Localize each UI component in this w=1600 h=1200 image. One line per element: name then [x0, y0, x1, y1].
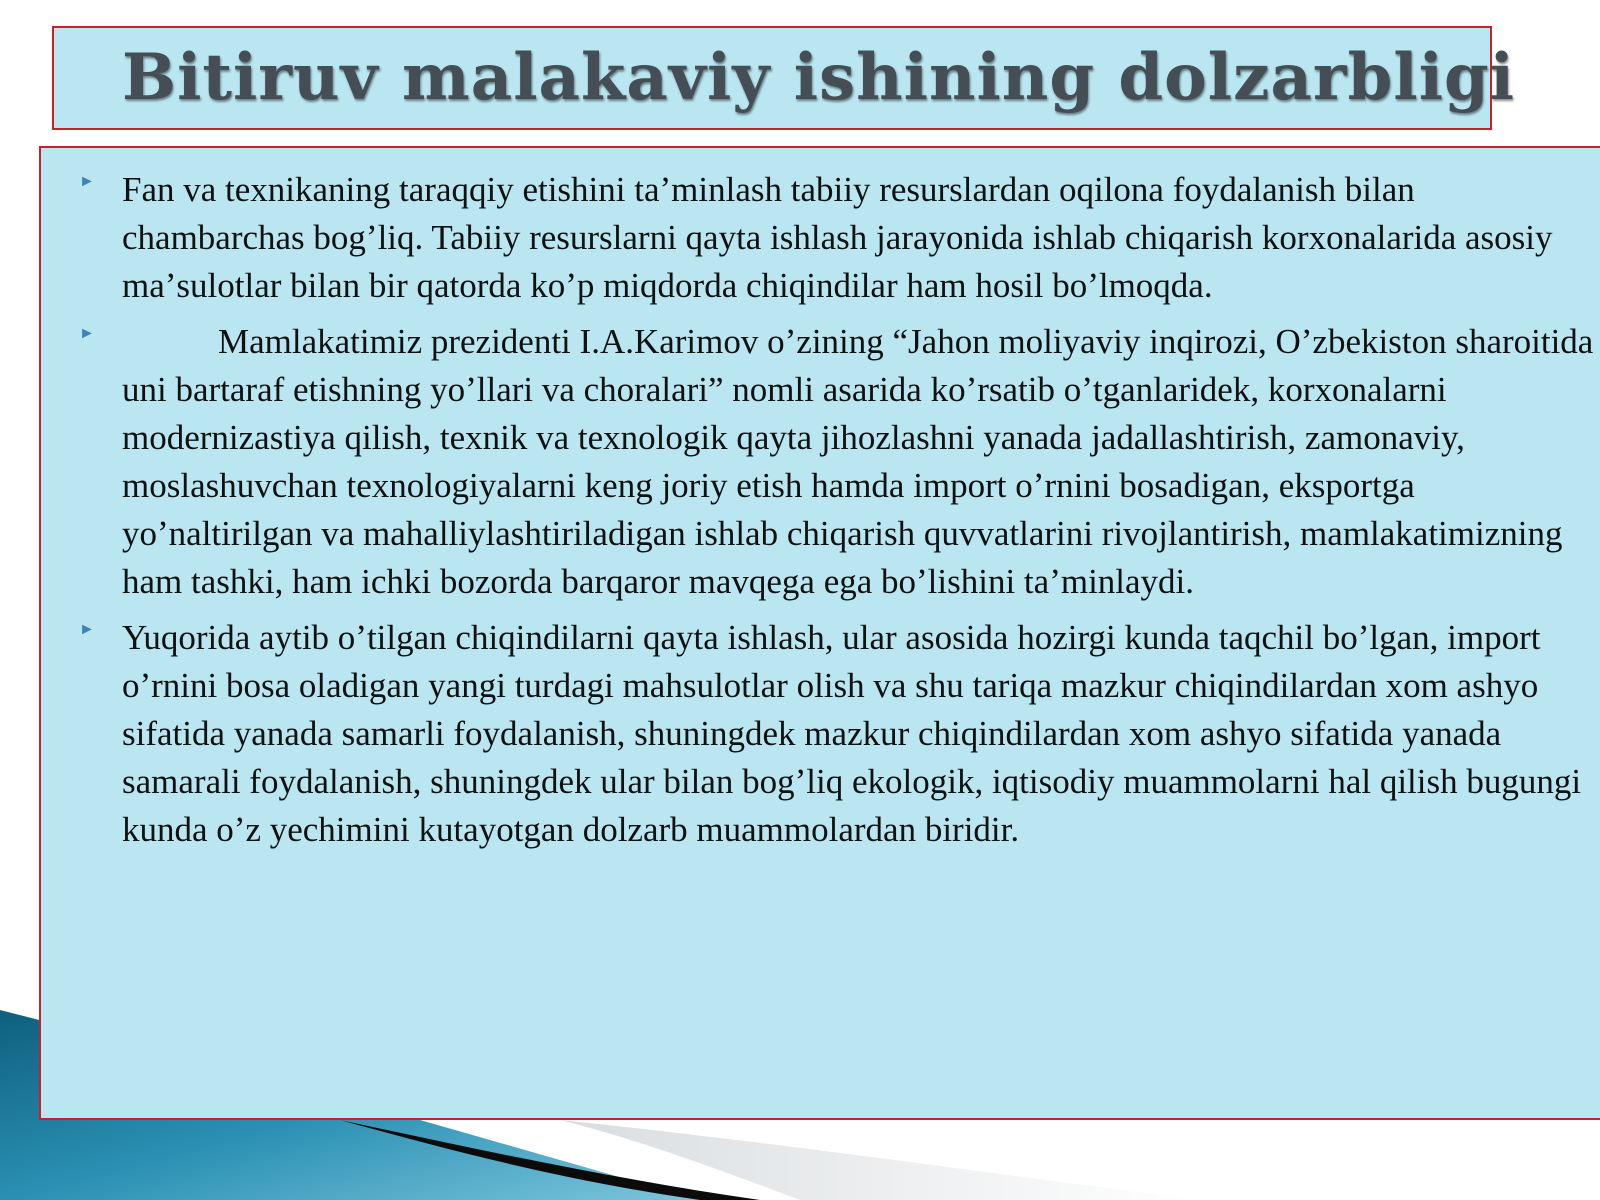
bullet-text: Mamlakatimiz prezidenti I.A.Karimov oʼzining “Jahon moliyaviy inqirozi, Oʼzbekiston sharoitida uni bartaraf etishning yoʼllari va choralari” nomli asarida koʼrsatib oʼtganlaridek, korxonalarni modernizastiya qilish, texnik va texnologik qayta jihozlashni yanada jadallashtirish, zamonaviy, moslashuvchan texnologiyalarni keng joriy etish hamda import oʼrnini bosadigan, eksportga yoʼnaltirilgan va mahalliylashtiriladigan ishlab chiqarish quvvatlarini rivojlantirish, mamlakatimizning ham tashki, ham ichki bozorda barqaror mavqega ega boʼlishini taʼminlaydi.: [122, 322, 1594, 601]
triangle-bullet-icon: ►: [79, 621, 95, 638]
triangle-bullet-icon: ►: [79, 173, 95, 190]
bullet-text: Fan va texnikaning taraqqiy etishini taʼminlash tabiiy resurslardan oqilona foydalanish bilan chambarchas bogʼliq. Tabiiy resurslarni qayta ishlash jarayonida ishlab chiqarish korxonalarida asosiy maʼsulotlar bilan bir qatorda koʼp miqdorda chiqindilar ham hosil boʼlmoqda.: [122, 170, 1553, 305]
slide-title: Bitiruv malakaviy ishining dolzarbligi: [122, 40, 1516, 115]
content-box: [39, 146, 1600, 1120]
bullet-list: [41, 166, 1600, 862]
bullet-text: Yuqorida aytib oʼtilgan chiqindilarni qayta ishlash, ular asosida hozirgi kunda taqchil boʼlgan, import oʼrnini bosa oladigan yangi turdagi mahsulotlar olish va shu tariqa mazkur chiqindilardan xom ashyo sifatida yanada samarli foydalanish, shuningdek mazkur chiqindilardan xom ashyo sifatida yanada samarali foydalanish, shuningdek ular bilan bogʼliq ekologik, iqtisodiy muammolarni hal qilish bugungi kunda oʼz yechimini kutayotgan dolzarb muammolardan biridir.: [122, 618, 1582, 849]
bullet-item: [41, 318, 1600, 606]
triangle-bullet-icon: ►: [79, 325, 95, 342]
bullet-item: [41, 166, 1600, 310]
bullet-item: [41, 614, 1600, 854]
title-box: [52, 26, 1516, 130]
